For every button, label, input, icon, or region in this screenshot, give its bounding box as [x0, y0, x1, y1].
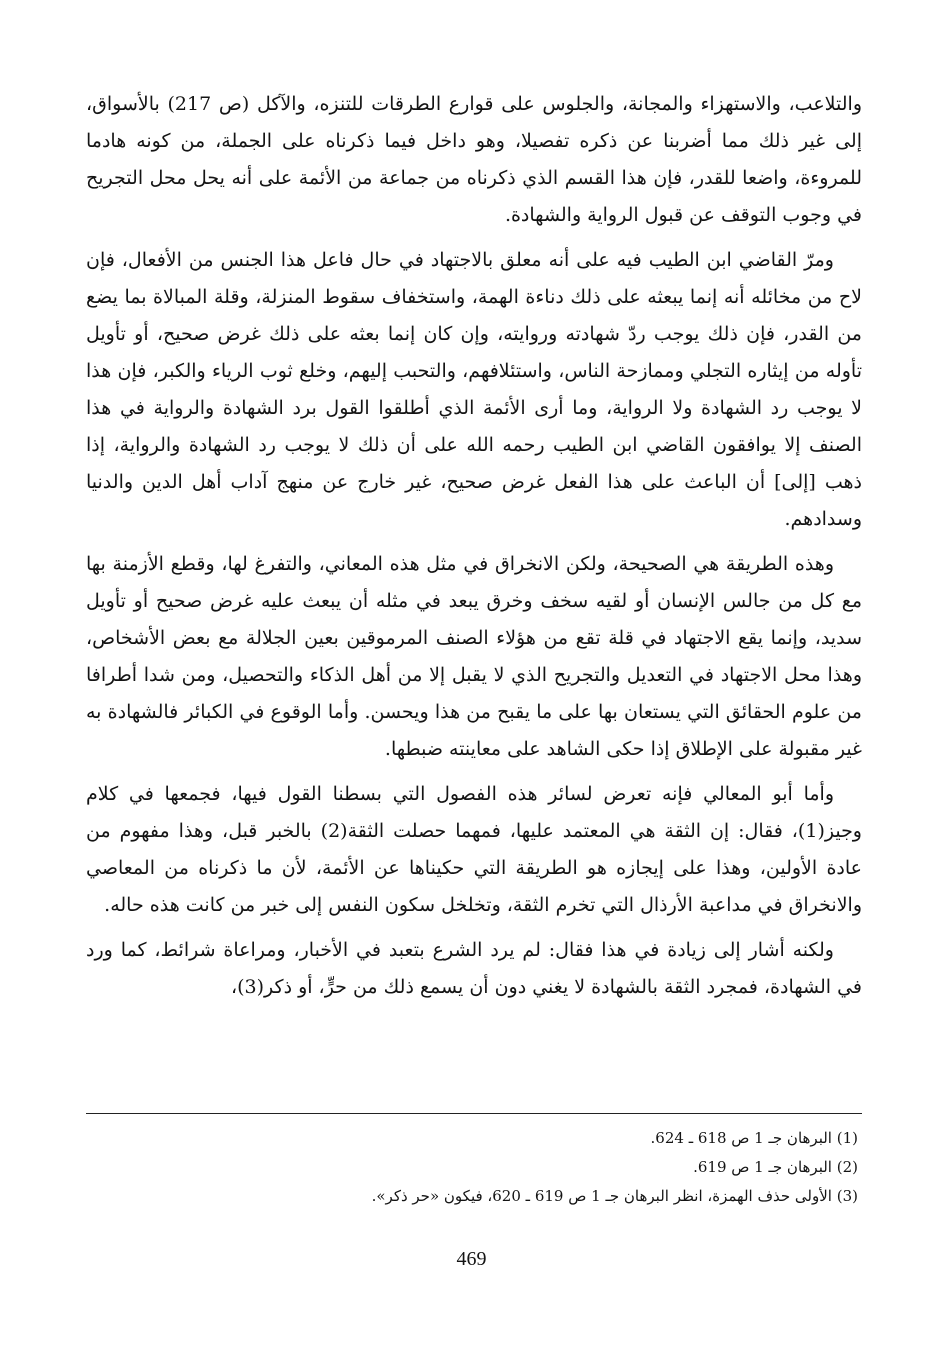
footnote-1: (1) البرهان جـ 1 ص 618 ـ 624. — [650, 1129, 858, 1147]
page-number: 469 — [456, 1248, 487, 1270]
paragraph-5: ولكنه أشار إلى زيادة في هذا فقال: لم يرد الشرع بتعبد في الأخبار، ومراعاة شرائط، كما ورد في الشهادة، فمجرد الثقة بالشهادة لا يغني دون أن يسمع ذلك من حرٍّ، أو ذكر(3)، — [86, 939, 862, 998]
paragraph-4: وأما أبو المعالي فإنه تعرض لسائر هذه الفصول التي بسطنا القول فيها، فجمعها في كلام وجيز(1)، فقال: إن الثقة هي المعتمد عليها، فمهما حصلت الثقة(2) بالخبر قبل، وهذا مفهوم من عادة الأولين، وهذا على إيجازه هو الطريقة التي حكيناها عن الأئمة، لأن ما ذكرناه من المعاصي والانخراق في مداعبة الأرذال التي تخرم الثقة، وتخلخل سكون النفس إلى خبر من كانت هذه حاله. — [86, 783, 862, 916]
footnote-2: (2) البرهان جـ 1 ص 619. — [693, 1158, 858, 1176]
paragraph-3: وهذه الطريقة هي الصحيحة، ولكن الانخراق في مثل هذه المعاني، والتفرغ لها، وقطع الأزمنة بها مع كل من جالس الإنسان أو لقيه سخف وخرق يبعد في مثله أن يبعث عليه غرض صحيح أو تأويل سديد، وإنما يقع الاجتهاد في قلة تقع من هؤلاء الصنف المرموقين بعين الجلالة مع بعض الأشخاص، وهذا محل الاجتهاد في التعديل والتجريح الذي لا يقبل إلا من أهل الذكاء والتحصيل، ومن شدا أطرافا من علوم الحقائق التي يستعان بها على ما يقبح من هذا ويحسن. وأما الوقوع في الكبائر فالشهادة به غير مقبولة على الإطلاق إذا حكى الشاهد على معاينته ضبطها. — [86, 553, 862, 760]
footnote-divider — [86, 1113, 862, 1114]
footnotes — [86, 1124, 862, 1211]
footnote-3: (3) الأولى حذف الهمزة، انظر البرهان جـ 1 ص 619 ـ 620، فيكون «حر ذكر». — [371, 1187, 858, 1205]
paragraph-1: والتلاعب، والاستهزاء والمجانة، والجلوس على قوارع الطرقات للتنزه، والآكل (ص 217) بالأسواق، إلى غير ذلك مما أضربنا عن ذكره تفصيلا، وهو داخل فيما ذكرناه على الجملة، من كونه هادما للمروءة، واضعا للقدر، فإن هذا القسم الذي ذكرناه من جماعة من الأئمة على أنه يحل محل التجريح في وجوب التوقف عن قبول الرواية والشهادة. — [86, 93, 862, 226]
paragraph-2: ومرّ القاضي ابن الطيب فيه على أنه معلق بالاجتهاد في حال فاعل هذا الجنس من الأفعال، فإن لاح من مخائله أنه إنما يبعثه على ذلك دناءة الهمة، واستخفاف سقوط المنزلة، وقلة المبالاة بما يضع من القدر، فإن ذلك يوجب ردّ شهادته وروايته، وإن كان إنما بعثه على ذلك غرض صحيح، أو تأويل تأوله من إيثاره التجلي وممازحة الناس، واستئلافهم، والتحبب إليهم، وخلع ثوب الرياء والكبر، فإن هذا لا يوجب رد الشهادة ولا الرواية، وما أرى الأئمة الذي أطلقوا القول برد الشهادة والرواية في هذا الصنف إلا يوافقون القاضي ابن الطيب رحمه الله على أن ذلك لا يوجب رد الشهادة والرواية، إذا ذهب [إلى] أن الباعث على هذا الفعل غرض صحيح، غير خارج عن منهج آداب أهل الدين والدنيا وسدادهم. — [86, 249, 862, 530]
main-text — [86, 86, 862, 1014]
